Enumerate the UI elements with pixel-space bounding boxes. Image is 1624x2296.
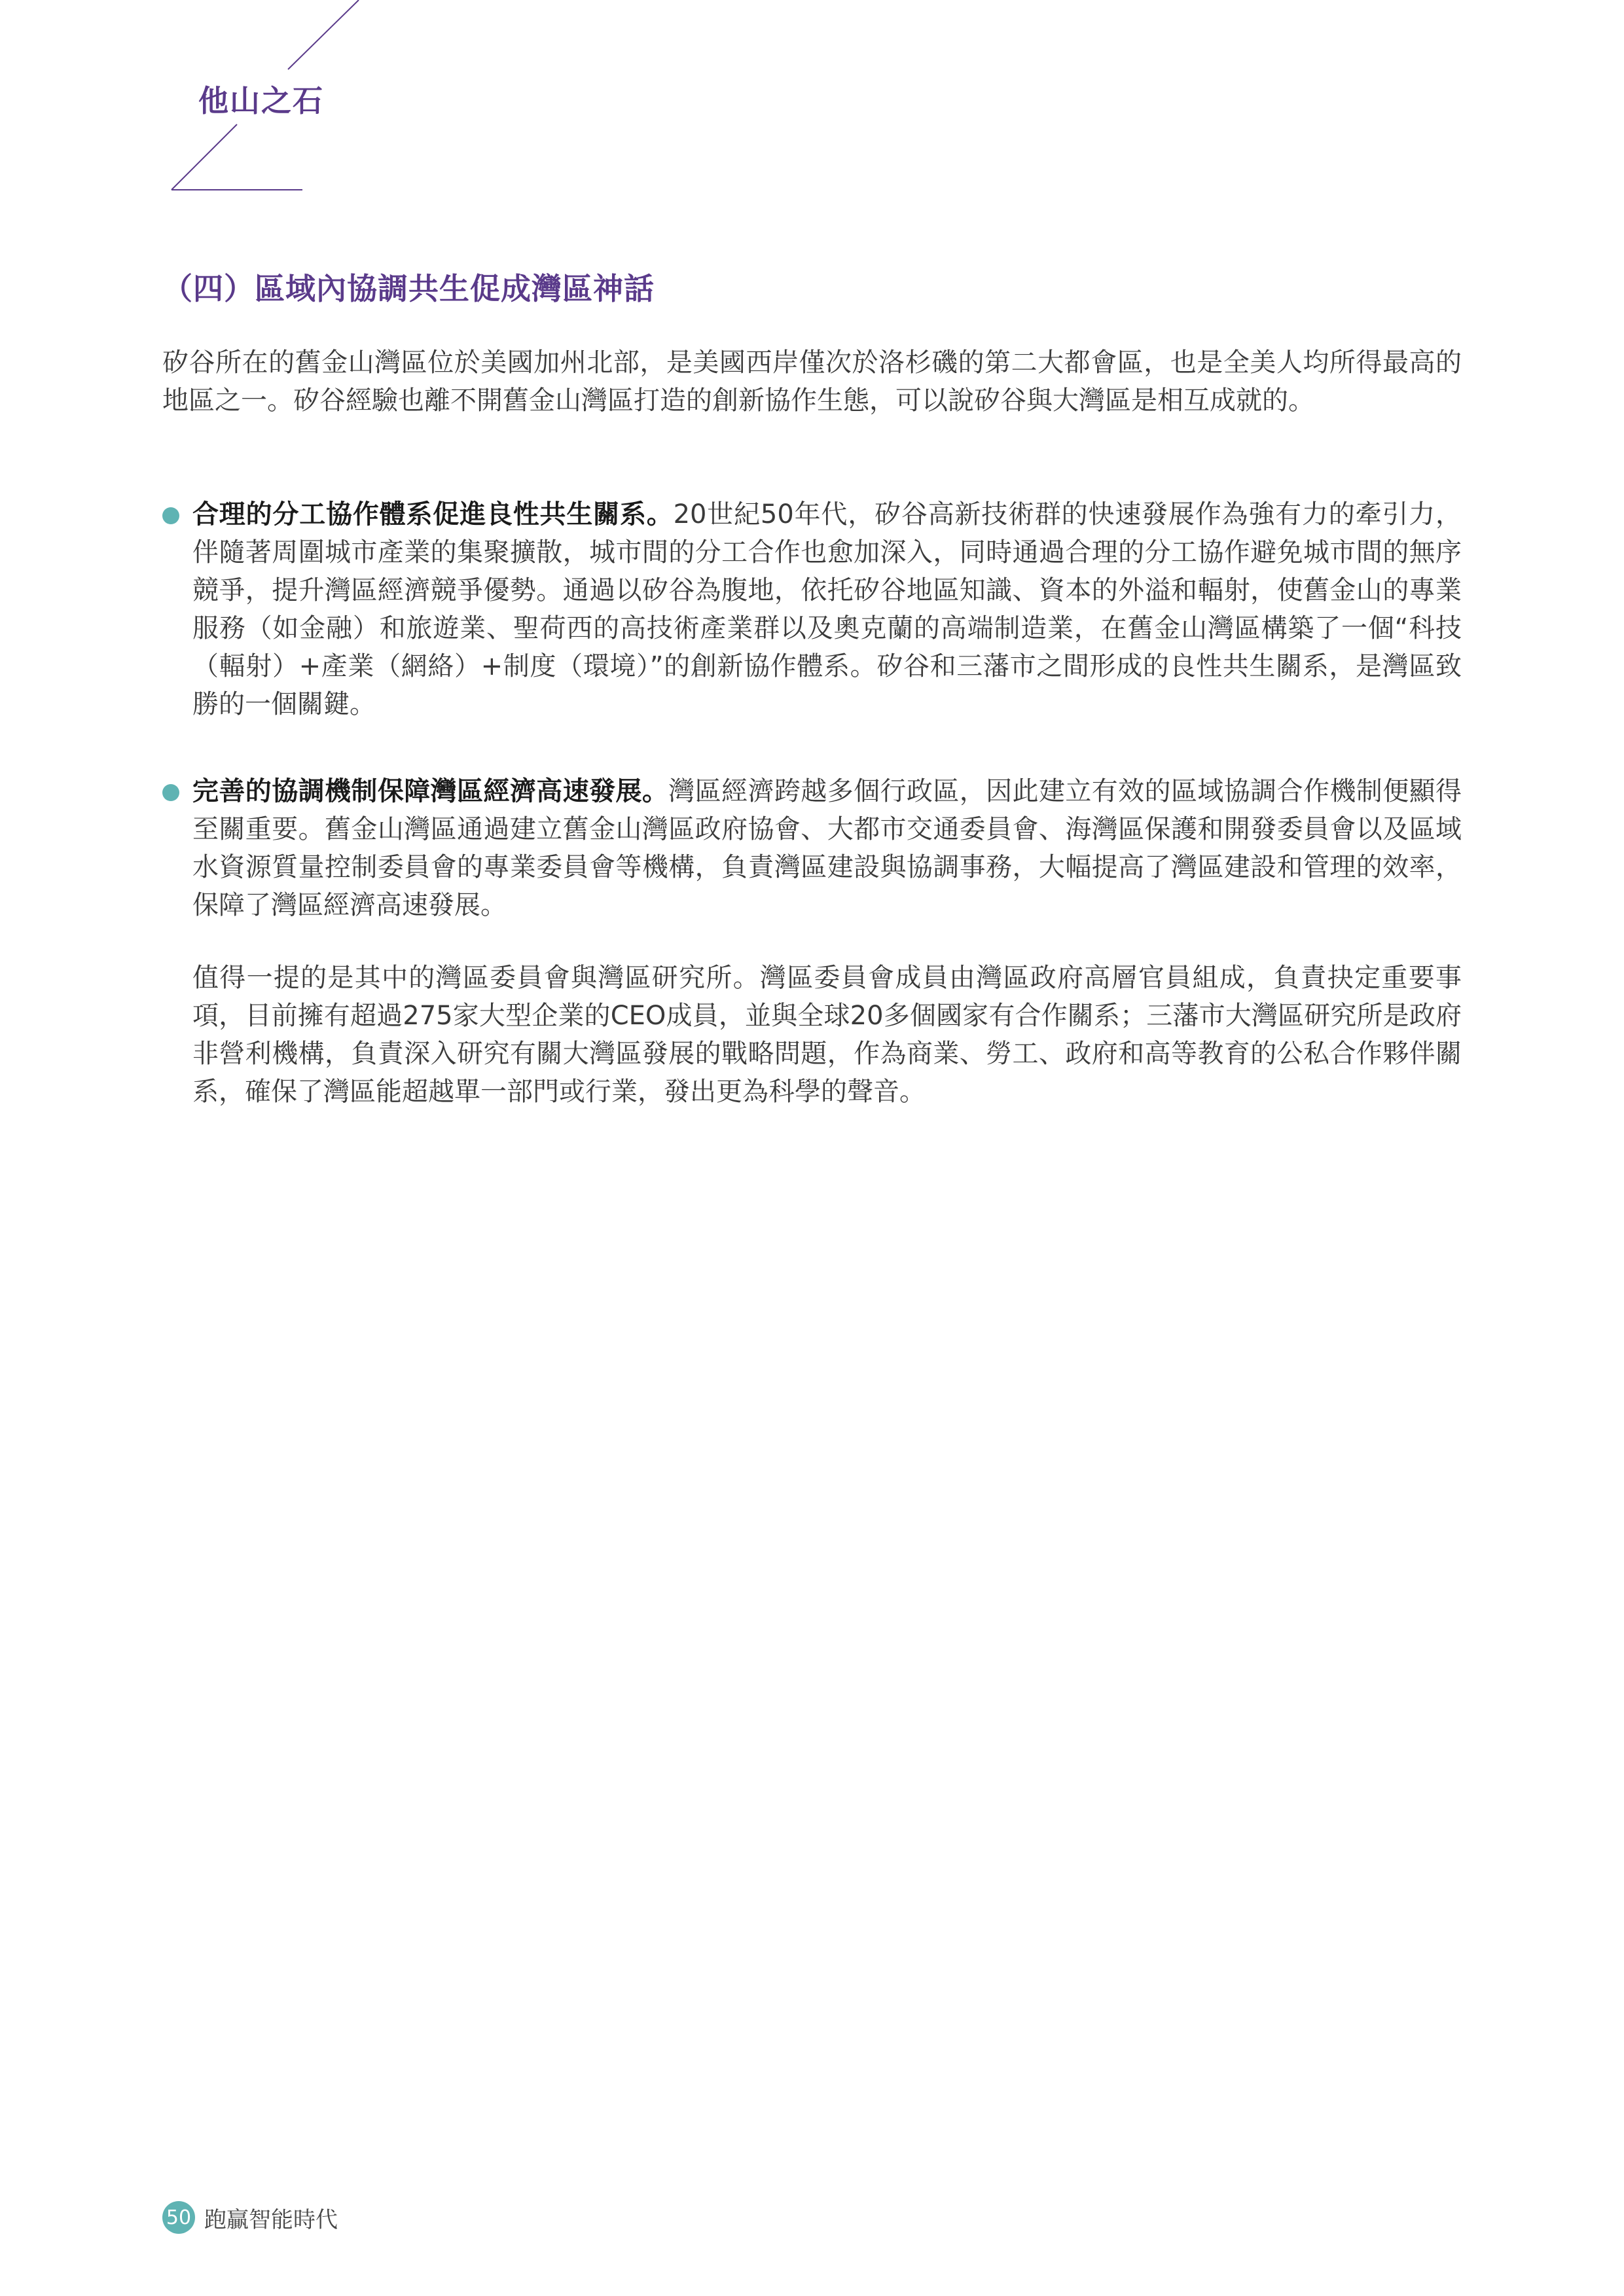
- bullet-text: 灣區經濟跨越多個行政區，因此建立有效的區域協調合作機制便顯得至關重要。舊金山灣區通過建立舊金山灣區政府協會、大都市交通委員會、海灣區保護和開發委員會以及區域水資源質量控制委員會的專業委員會等機構，負責灣區建設與協調事務，大幅提高了灣區建設和管理的效率，保障了灣區經濟高速發展。: [192, 776, 1462, 920]
- decor-line-upper: [288, 0, 359, 69]
- publication-title: 跑贏智能時代: [204, 2206, 338, 2233]
- bullet-item: [162, 495, 1462, 723]
- bullet-text: 20世紀50年代，矽谷高新技術群的快速發展作為強有力的牽引力，伴隨著周圍城市產業的集聚擴散，城市間的分工合作也愈加深入，同時通過合理的分工協作避免城市間的無序競爭，提升灣區經濟競爭優勢。通過以矽谷為腹地，依托矽谷地區知識、資本的外溢和輻射，使舊金山的專業服務（如金融）和旅遊業、聖荷西的高技術產業群以及奧克蘭的高端制造業，在舊金山灣區構築了一個“科技（輻射）+產業（網絡）+制度（環境）”的創新協作體系。矽谷和三藩市之間形成的良性共生關系，是灣區致勝的一個關鍵。: [192, 499, 1462, 719]
- bullet-body: [192, 772, 1462, 924]
- article-heading: （四）區域內協調共生促成灣區神話: [162, 271, 655, 306]
- section-label: 他山之石: [198, 83, 324, 118]
- header-decoration: [0, 0, 393, 209]
- extra-paragraph: 值得一提的是其中的灣區委員會與灣區研究所。灣區委員會成員由灣區政府高層官員組成，負責抉定重要事項，目前擁有超過275家大型企業的CEO成員，並與全球20多個國家有合作關系；三藩市大灣區研究所是政府非營利機構，負責深入研究有關大灣區發展的戰略問題，作為商業、勞工、政府和高等教育的公私合作夥伴關系，確保了灣區能超越單一部門或行業，發出更為科學的聲音。: [192, 963, 1462, 1107]
- decor-line-lower: [171, 124, 237, 190]
- bullet-item: [162, 772, 1462, 924]
- page-footer: [162, 2199, 338, 2236]
- bullet-dot-icon: [162, 784, 179, 801]
- bullet-dot-icon: [162, 507, 179, 524]
- intro-paragraph: 矽谷所在的舊金山灣區位於美國加州北部，是美國西岸僅次於洛杉磯的第二大都會區，也是全美人均所得最高的地區之一。矽谷經驗也離不開舊金山灣區打造的創新協作生態，可以說矽谷與大灣區是相互成就的。: [162, 348, 1462, 416]
- bullet-lead: 完善的協調機制保障灣區經濟高速發展。: [192, 776, 669, 806]
- bullet-body: [192, 495, 1462, 723]
- page-number-badge: 50: [162, 2201, 195, 2234]
- bullet-lead: 合理的分工協作體系促進良性共生關系。: [192, 499, 674, 529]
